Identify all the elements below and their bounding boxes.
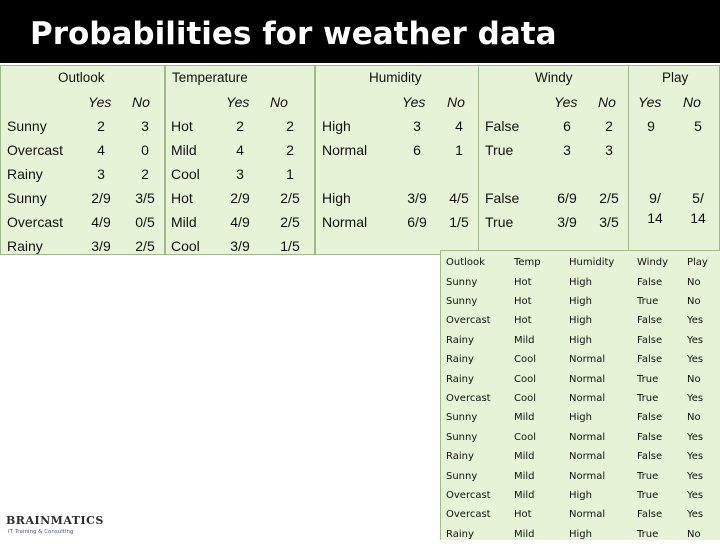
cell-temp: Mild [514, 470, 535, 482]
cell-windy: False [637, 509, 663, 521]
cell-humidity: High [569, 489, 592, 501]
temperature-label: Cool [171, 166, 200, 182]
cell-temp: Cool [514, 373, 536, 385]
cell-humidity: Normal [569, 509, 606, 521]
table-row [441, 350, 720, 370]
cell-outlook: Sunny [446, 470, 478, 482]
cell-humidity: High [569, 528, 592, 540]
outlook-yes-count: 2 [97, 118, 105, 134]
outlook-yes-count: 3 [97, 166, 105, 182]
play-no-prob-denominator: 14 [690, 210, 706, 226]
play-header: Play [662, 70, 689, 85]
outlook-header: Outlook [58, 70, 105, 85]
cell-windy: False [637, 334, 663, 346]
table-row [441, 408, 720, 428]
outlook-yes-prob: 2/9 [91, 190, 111, 206]
table-row [441, 525, 720, 544]
temperature-no-prob: 2/5 [280, 214, 300, 230]
col-header-temp: Temp [514, 257, 541, 268]
cell-play: Yes [687, 509, 704, 521]
outlook-no-count: 0 [141, 142, 149, 158]
humidity-yes-count: 3 [413, 118, 421, 134]
cell-humidity: Normal [569, 431, 606, 443]
cell-outlook: Rainy [446, 451, 474, 463]
outlook-yes-count: 4 [97, 142, 105, 158]
windy-yes-count: 3 [563, 142, 571, 158]
cell-windy: True [637, 489, 659, 501]
cell-humidity: Normal [569, 354, 606, 366]
cell-temp: Cool [514, 392, 536, 404]
cell-temp: Hot [514, 295, 532, 307]
temperature-yes-count: 3 [236, 166, 244, 182]
table-row [441, 311, 720, 331]
cell-play: No [687, 412, 701, 424]
humidity-yes-prob: 3/9 [407, 190, 427, 206]
col-header-outlook: Outlook [446, 257, 485, 268]
windy-yes-count: 6 [563, 118, 571, 134]
cell-humidity: High [569, 295, 592, 307]
humidity-no-header: No [447, 94, 465, 110]
cell-play: No [687, 373, 701, 385]
cell-outlook: Overcast [446, 509, 491, 521]
cell-humidity: Normal [569, 392, 606, 404]
cell-play: Yes [687, 392, 704, 404]
temperature-label: Hot [171, 118, 193, 134]
outlook-no-prob: 2/5 [135, 238, 155, 254]
play-yes-prob-denominator: 14 [647, 210, 663, 226]
cell-outlook: Sunny [446, 295, 478, 307]
cell-outlook: Sunny [446, 412, 478, 424]
temperature-no-count: 2 [286, 118, 294, 134]
humidity-yes-header: Yes [402, 94, 426, 110]
cell-outlook: Overcast [446, 489, 491, 501]
cell-play: Yes [687, 334, 704, 346]
logo-tagline: IT Training & Consulting [8, 529, 74, 535]
play-no-count: 5 [694, 118, 702, 134]
outlook-label: Sunny [7, 118, 47, 134]
play-yes-prob-numerator: 9/ [649, 190, 661, 206]
windy-no-prob: 2/5 [599, 190, 619, 206]
temperature-no-header: No [270, 94, 288, 110]
temperature-yes-prob: 4/9 [230, 214, 250, 230]
temperature-label: Mild [171, 142, 197, 158]
cell-outlook: Sunny [446, 431, 478, 443]
cell-humidity: Normal [569, 373, 606, 385]
outlook-label: Sunny [7, 190, 47, 206]
humidity-label: Normal [322, 214, 368, 230]
windy-yes-prob: 6/9 [557, 190, 577, 206]
temperature-yes-header: Yes [226, 94, 250, 110]
cell-outlook: Rainy [446, 334, 474, 346]
outlook-yes-prob: 4/9 [91, 214, 111, 230]
col-header-windy: Windy [637, 257, 669, 268]
cell-temp: Mild [514, 451, 535, 463]
cell-humidity: High [569, 334, 592, 346]
temperature-yes-prob: 3/9 [230, 238, 250, 254]
outlook-no-prob: 0/5 [135, 214, 155, 230]
table-row [441, 292, 720, 312]
windy-header: Windy [535, 70, 573, 85]
col-header-play: Play [687, 257, 708, 268]
outlook-label: Rainy [7, 166, 43, 182]
cell-windy: True [637, 373, 659, 385]
windy-label: False [485, 118, 520, 134]
temperature-yes-count: 2 [236, 118, 244, 134]
windy-label: True [485, 142, 514, 158]
humidity-no-prob: 1/5 [449, 214, 469, 230]
cell-temp: Cool [514, 354, 536, 366]
cell-play: No [687, 528, 701, 540]
cell-windy: False [637, 431, 663, 443]
cell-windy: False [637, 412, 663, 424]
table-row [441, 486, 720, 506]
windy-yes-header: Yes [554, 94, 578, 110]
cell-play: Yes [687, 451, 704, 463]
cell-temp: Mild [514, 528, 535, 540]
table-row [441, 331, 720, 351]
windy-no-count: 3 [605, 142, 613, 158]
cell-windy: True [637, 528, 659, 540]
windy-no-count: 2 [605, 118, 613, 134]
cell-humidity: High [569, 315, 592, 327]
table-row [441, 447, 720, 467]
humidity-label: High [322, 190, 351, 206]
outlook-no-count: 2 [141, 166, 149, 182]
cell-temp: Cool [514, 431, 536, 443]
cell-windy: True [637, 295, 659, 307]
cell-play: Yes [687, 354, 704, 366]
cell-outlook: Sunny [446, 276, 478, 288]
outlook-no-count: 3 [141, 118, 149, 134]
cell-windy: False [637, 276, 663, 288]
windy-label: False [485, 190, 520, 206]
cell-temp: Hot [514, 315, 532, 327]
cell-temp: Hot [514, 509, 532, 521]
brainmatics-logo [6, 514, 104, 538]
table-row [441, 273, 720, 293]
outlook-no-header: No [132, 94, 150, 110]
outlook-yes-prob: 3/9 [91, 238, 111, 254]
cell-windy: False [637, 451, 663, 463]
humidity-no-count: 1 [455, 142, 463, 158]
humidity-yes-count: 6 [413, 142, 421, 158]
outlook-yes-header: Yes [88, 94, 112, 110]
col-header-humidity: Humidity [569, 257, 615, 268]
play-yes-count: 9 [647, 118, 655, 134]
cell-windy: True [637, 392, 659, 404]
cell-play: Yes [687, 315, 704, 327]
cell-humidity: Normal [569, 470, 606, 482]
temperature-no-prob: 1/5 [280, 238, 300, 254]
cell-outlook: Overcast [446, 392, 491, 404]
cell-outlook: Rainy [446, 528, 474, 540]
cell-temp: Mild [514, 412, 535, 424]
temperature-header: Temperature [172, 70, 248, 85]
temperature-no-count: 2 [286, 142, 294, 158]
outlook-label: Overcast [7, 214, 64, 230]
weather-table-header [441, 253, 720, 273]
cell-outlook: Rainy [446, 373, 474, 385]
windy-label: True [485, 214, 514, 230]
cell-temp: Mild [514, 334, 535, 346]
humidity-label: Normal [322, 142, 368, 158]
cell-play: Yes [687, 489, 704, 501]
table-row [441, 370, 720, 390]
cell-windy: False [637, 315, 663, 327]
cell-play: No [687, 295, 701, 307]
outlook-label: Overcast [7, 142, 64, 158]
temperature-no-prob: 2/5 [280, 190, 300, 206]
temperature-no-count: 1 [286, 166, 294, 182]
outlook-label: Rainy [7, 238, 43, 254]
outlook-no-prob: 3/5 [135, 190, 155, 206]
cell-humidity: Normal [569, 451, 606, 463]
play-yes-header: Yes [638, 94, 662, 110]
cell-windy: True [637, 470, 659, 482]
cell-play: No [687, 276, 701, 288]
logo-name: BRAINMATICS [6, 514, 104, 527]
weather-data-table [440, 250, 720, 540]
windy-no-prob: 3/5 [599, 214, 619, 230]
temperature-yes-count: 4 [236, 142, 244, 158]
humidity-no-prob: 4/5 [449, 190, 469, 206]
title-bar [0, 0, 720, 63]
cell-outlook: Rainy [446, 354, 474, 366]
humidity-label: High [322, 118, 351, 134]
table-row [441, 389, 720, 409]
cell-play: Yes [687, 470, 704, 482]
play-no-header: No [683, 94, 701, 110]
cell-temp: Hot [514, 276, 532, 288]
table-row [441, 428, 720, 448]
humidity-header: Humidity [369, 70, 422, 85]
cell-play: Yes [687, 431, 704, 443]
play-no-prob-numerator: 5/ [692, 190, 704, 206]
cell-humidity: High [569, 276, 592, 288]
slide-title: Probabilities for weather data [30, 16, 557, 52]
temperature-label: Mild [171, 214, 197, 230]
cell-windy: False [637, 354, 663, 366]
table-row [441, 505, 720, 525]
temperature-yes-prob: 2/9 [230, 190, 250, 206]
windy-yes-prob: 3/9 [557, 214, 577, 230]
temperature-label: Cool [171, 238, 200, 254]
table-row [441, 467, 720, 487]
cell-temp: Mild [514, 489, 535, 501]
windy-no-header: No [598, 94, 616, 110]
humidity-yes-prob: 6/9 [407, 214, 427, 230]
cell-outlook: Overcast [446, 315, 491, 327]
humidity-no-count: 4 [455, 118, 463, 134]
cell-humidity: High [569, 412, 592, 424]
temperature-label: Hot [171, 190, 193, 206]
